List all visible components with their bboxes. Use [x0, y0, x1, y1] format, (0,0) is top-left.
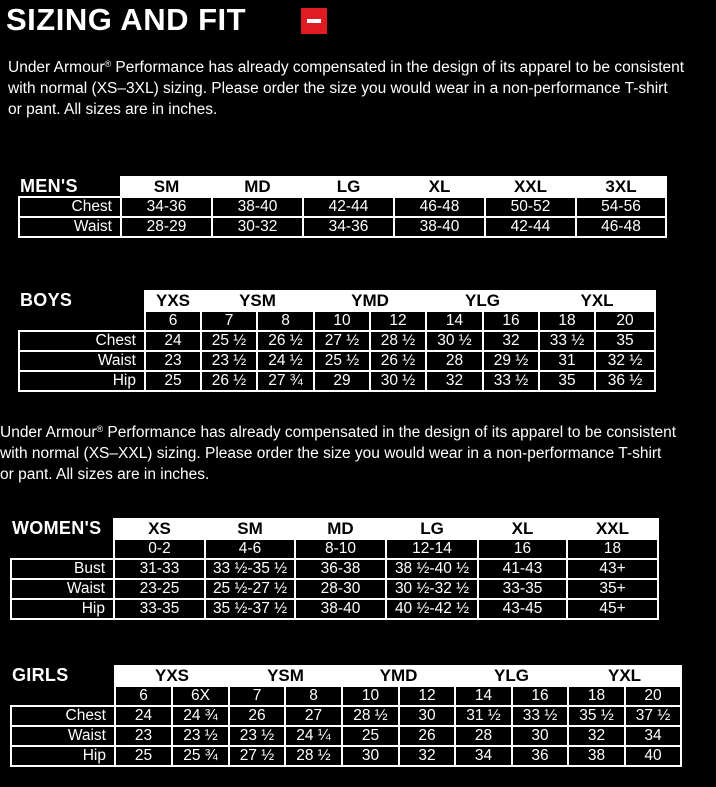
table-cell: 33 ½ — [539, 331, 595, 351]
size-group-header: YSM — [201, 291, 314, 311]
size-group-header: YXS — [115, 666, 229, 686]
table-cell: 23 ½ — [229, 726, 285, 746]
table-cell: 30 — [512, 726, 568, 746]
size-number: 16 — [512, 686, 568, 706]
size-header: LG — [386, 519, 478, 539]
row-label: Waist — [19, 217, 121, 237]
table-cell: 32 ½ — [595, 351, 655, 371]
girls-size-table — [10, 665, 682, 767]
table-cell: 36 — [512, 746, 568, 766]
registered-mark: ® — [96, 424, 104, 434]
row-label: Hip — [19, 371, 145, 391]
size-header: MD — [295, 519, 386, 539]
table-cell: 42-44 — [485, 217, 576, 237]
table-row — [11, 706, 681, 726]
size-number: 20 — [595, 311, 655, 331]
size-header: SM — [205, 519, 295, 539]
size-number-row — [19, 311, 655, 331]
table-cell: 36-38 — [295, 559, 386, 579]
table-row — [19, 217, 666, 237]
table-cell: 40 — [625, 746, 681, 766]
mens-table-title: MEN'S — [20, 176, 78, 196]
table-cell: 35 — [595, 331, 655, 351]
mens-size-header-row — [19, 177, 666, 197]
size-group-header: YXS — [145, 291, 201, 311]
table-row — [19, 351, 655, 371]
size-number: 20 — [625, 686, 681, 706]
table-cell: 25 ½ — [201, 331, 257, 351]
table-cell: 32 — [483, 331, 539, 351]
size-number: 6 — [145, 311, 201, 331]
table-cell: 28-30 — [295, 579, 386, 599]
size-number-row — [11, 539, 658, 559]
table-cell: 33 ½ — [483, 371, 539, 391]
registered-mark: ® — [104, 59, 112, 69]
table-cell: 23 ½ — [201, 351, 257, 371]
table-cell: 38 ½-40 ½ — [386, 559, 478, 579]
size-header: 3XL — [576, 177, 666, 197]
table-cell: 43-45 — [478, 599, 567, 619]
table-cell: 24 ¼ — [285, 726, 342, 746]
table-cell: 33 ½-35 ½ — [205, 559, 295, 579]
size-group-header: YSM — [229, 666, 342, 686]
size-group-header: YLG — [426, 291, 539, 311]
size-number: 6 — [115, 686, 172, 706]
table-cell: 37 ½ — [625, 706, 681, 726]
table-cell: 43+ — [567, 559, 658, 579]
size-header: XS — [114, 519, 205, 539]
table-cell: 25 ½ — [314, 351, 370, 371]
brand-name: Under Armour — [0, 424, 97, 441]
table-cell: 35 — [539, 371, 595, 391]
size-number: 12 — [370, 311, 426, 331]
table-cell: 34 — [455, 746, 512, 766]
girls-table-title: GIRLS — [12, 665, 69, 685]
table-cell: 38 — [568, 746, 625, 766]
table-row — [19, 371, 655, 391]
table-cell: 35 ½-37 ½ — [205, 599, 295, 619]
size-number: 10 — [314, 311, 370, 331]
table-cell: 33 ½ — [512, 706, 568, 726]
table-cell: 28-29 — [121, 217, 212, 237]
table-cell: 30 ½ — [426, 331, 483, 351]
size-number: 18 — [539, 311, 595, 331]
womens-size-header-row — [11, 519, 658, 539]
mens-size-table — [18, 176, 667, 238]
table-cell: 50-52 — [485, 197, 576, 217]
table-cell: 25 — [115, 746, 172, 766]
size-number: 18 — [567, 539, 658, 559]
size-group-header: YMD — [314, 291, 426, 311]
table-cell: 46-48 — [394, 197, 485, 217]
boys-size-table — [18, 290, 656, 392]
table-cell: 25 — [342, 726, 399, 746]
size-number: 7 — [201, 311, 257, 331]
row-label: Chest — [19, 197, 121, 217]
row-label: Chest — [11, 706, 115, 726]
size-number: 12 — [399, 686, 455, 706]
size-number: 0-2 — [114, 539, 205, 559]
collapse-minus-icon[interactable] — [301, 8, 327, 34]
table-cell: 38-40 — [212, 197, 303, 217]
table-row — [11, 579, 658, 599]
size-header: XXL — [567, 519, 658, 539]
intro-paragraph-2: Under Armour® Performance has already compensated in the design of its apparel to be consistent with normal (XS–XXL) sizing. Please order the size you would wear in a non-performance T-shirt or pant. All sizes are in inches. — [0, 424, 677, 483]
size-number: 16 — [483, 311, 539, 331]
table-cell: 45+ — [567, 599, 658, 619]
size-group-header: YMD — [342, 666, 455, 686]
table-cell: 23 ½ — [172, 726, 229, 746]
size-group-header: YXL — [539, 291, 655, 311]
table-cell: 28 ½ — [370, 331, 426, 351]
boys-table-title: BOYS — [20, 290, 73, 310]
table-cell: 26 — [229, 706, 285, 726]
size-group-header: YLG — [455, 666, 568, 686]
size-number: 14 — [455, 686, 512, 706]
size-number: 7 — [229, 686, 285, 706]
row-label: Hip — [11, 599, 114, 619]
table-cell: 34 — [625, 726, 681, 746]
size-number: 14 — [426, 311, 483, 331]
girls-group-header-row — [11, 666, 681, 686]
table-row — [11, 559, 658, 579]
table-cell: 30-32 — [212, 217, 303, 237]
womens-table-title: WOMEN'S — [12, 518, 102, 538]
table-cell: 35+ — [567, 579, 658, 599]
size-header: SM — [121, 177, 212, 197]
size-number: 16 — [478, 539, 567, 559]
table-cell: 38-40 — [394, 217, 485, 237]
table-cell: 34-36 — [121, 197, 212, 217]
table-cell: 30 — [399, 706, 455, 726]
row-label: Bust — [11, 559, 114, 579]
table-cell: 34-36 — [303, 217, 394, 237]
table-cell: 41-43 — [478, 559, 567, 579]
table-cell: 25 — [145, 371, 201, 391]
table-cell: 36 ½ — [595, 371, 655, 391]
row-label: Waist — [19, 351, 145, 371]
table-cell: 46-48 — [576, 217, 666, 237]
table-cell: 24 ¾ — [172, 706, 229, 726]
table-cell: 27 ¾ — [257, 371, 314, 391]
table-row — [11, 599, 658, 619]
table-cell: 23 — [115, 726, 172, 746]
table-cell: 24 — [145, 331, 201, 351]
brand-name: Under Armour — [8, 59, 105, 76]
table-cell: 29 ½ — [483, 351, 539, 371]
size-number: 12-14 — [386, 539, 478, 559]
intro-paragraph-1: Under Armour® Performance has already compensated in the design of its apparel to be consistent with normal (XS–3XL) sizing. Please order the size you would wear in a non-performance T-shirt or pant. All sizes are in inches. — [8, 59, 685, 118]
table-cell: 32 — [426, 371, 483, 391]
table-row — [11, 746, 681, 766]
size-number: 4-6 — [205, 539, 295, 559]
table-cell: 30 ½ — [370, 371, 426, 391]
table-cell: 31 — [539, 351, 595, 371]
table-cell: 32 — [568, 726, 625, 746]
table-cell: 27 ½ — [314, 331, 370, 351]
size-number: 8 — [257, 311, 314, 331]
table-cell: 42-44 — [303, 197, 394, 217]
size-header: XXL — [485, 177, 576, 197]
table-cell: 28 — [455, 726, 512, 746]
table-cell: 30 ½-32 ½ — [386, 579, 478, 599]
size-number: 8 — [285, 686, 342, 706]
table-cell: 54-56 — [576, 197, 666, 217]
boys-group-header-row — [19, 291, 655, 311]
row-label: Waist — [11, 726, 115, 746]
table-row — [19, 197, 666, 217]
table-cell: 40 ½-42 ½ — [386, 599, 478, 619]
size-header: MD — [212, 177, 303, 197]
size-header: XL — [394, 177, 485, 197]
table-cell: 28 ½ — [285, 746, 342, 766]
table-cell: 27 — [285, 706, 342, 726]
table-row — [19, 331, 655, 351]
size-header: XL — [478, 519, 567, 539]
table-cell: 33-35 — [114, 599, 205, 619]
table-cell: 33-35 — [478, 579, 567, 599]
table-cell: 25 ½-27 ½ — [205, 579, 295, 599]
table-cell: 26 — [399, 726, 455, 746]
table-cell: 26 ½ — [370, 351, 426, 371]
table-cell: 28 ½ — [342, 706, 399, 726]
table-cell: 24 — [115, 706, 172, 726]
table-cell: 38-40 — [295, 599, 386, 619]
table-row — [11, 726, 681, 746]
size-header: LG — [303, 177, 394, 197]
size-number: 8-10 — [295, 539, 386, 559]
table-cell: 35 ½ — [568, 706, 625, 726]
table-cell: 25 ¾ — [172, 746, 229, 766]
page-title: SIZING AND FIT — [6, 2, 247, 37]
table-cell: 28 — [426, 351, 483, 371]
size-number: 6X — [172, 686, 229, 706]
table-cell: 32 — [399, 746, 455, 766]
table-cell: 23-25 — [114, 579, 205, 599]
table-cell: 27 ½ — [229, 746, 285, 766]
table-cell: 30 — [342, 746, 399, 766]
size-number-row — [11, 686, 681, 706]
size-number: 18 — [568, 686, 625, 706]
table-cell: 26 ½ — [201, 371, 257, 391]
table-cell: 29 — [314, 371, 370, 391]
row-label: Hip — [11, 746, 115, 766]
row-label: Chest — [19, 331, 145, 351]
table-cell: 23 — [145, 351, 201, 371]
table-cell: 24 ½ — [257, 351, 314, 371]
table-cell: 26 ½ — [257, 331, 314, 351]
size-group-header: YXL — [568, 666, 681, 686]
table-cell: 31-33 — [114, 559, 205, 579]
size-number: 10 — [342, 686, 399, 706]
womens-size-table — [10, 518, 659, 620]
table-cell: 31 ½ — [455, 706, 512, 726]
row-label: Waist — [11, 579, 114, 599]
